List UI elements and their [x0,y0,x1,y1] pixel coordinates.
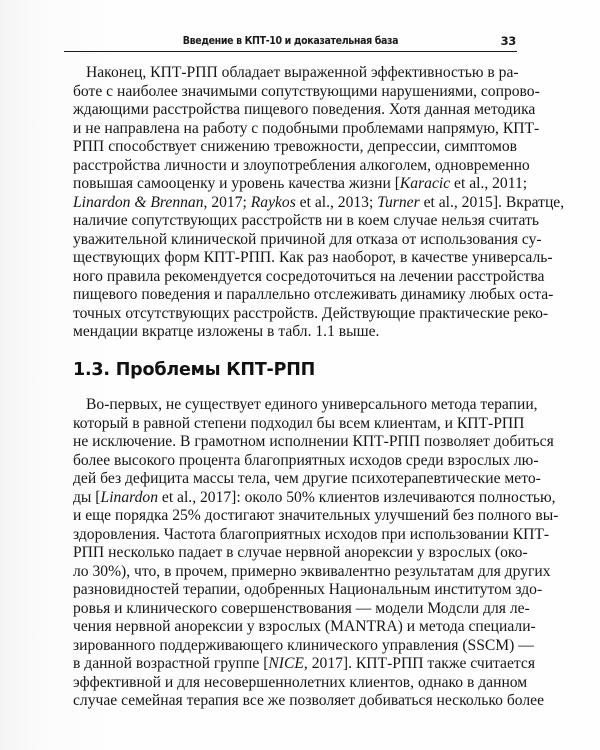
text-line: чения нервной анорексии у взрослых (MANTRA) и метода специали- [73,618,536,635]
text-line: точных отсутствующих расстройств. Действующие практические реко- [73,304,549,322]
running-header [64,34,517,52]
text-line: зированного поддерживающего клинического управления (SSCM) — [73,636,534,654]
citation-author: Karacic [399,175,451,192]
text-line: Linardon & Brennan, 2017; Raykos et al., 2013; Turner et al., 2015]. Вкратце, [73,193,565,211]
text-line: ждающими расстройства пищевого поведения. Хотя данная методика [73,101,536,118]
text-line: ществующих форм КПТ-РПП. Как раз наоборот, в качестве универсаль- [73,249,553,266]
citation-author: Linardon & Brennan [73,193,204,211]
text-line: повышая самооценку и уровень качества жизни [Karacic et al., 2011; [73,175,528,192]
text-line: Наконец, КПТ-РПП обладает выраженной эффективностью в ра- [86,64,519,81]
book-page [64,0,565,750]
citation-author: Linardon [100,488,158,506]
text-line: пищевого поведения и параллельно отслеживать динамику любых оста- [73,286,554,303]
text-line: здоровления. Частота благоприятных исходов при использовании КПТ- [73,525,550,543]
text-line: мендации вкратце изложены в табл. 1.1 выше. [73,323,380,340]
text-line: и не направлена на работу с подобными проблемами напрямую, КПТ- [73,119,540,137]
paragraph-cbt-ed-problems [73,396,559,711]
text-line: более высокого процента благоприятных исходов среди взрослых лю- [73,451,539,469]
text-line: наличие сопутствующих расстройств ни в коем случае нельзя считать [73,212,539,229]
citation-author: NICE [268,655,304,672]
page-number: 33 [500,34,516,48]
text-line: уважительной клинической причиной для отказа от использования су- [73,230,542,248]
text-line: эффективной и для несовершеннолетних клиентов, однако в данном [73,673,528,691]
text-line: ды [Linardon et al., 2017]: около 50% клиентов излечиваются полностью, [73,488,556,506]
section-heading: 1.3. Проблемы КПТ-РПП [73,360,316,380]
citation-author: Raykos [250,193,296,211]
text-line: расстройства личности и злоупотребления алкоголем, одновременно [73,156,530,174]
text-line: ло 30%), что, в прочем, примерно эквивалентно результатам для других [73,562,551,580]
text-line: не исключение. В грамотном исполнении КПТ-РПП позволяет добиться [73,433,554,450]
text-line: боте с наиболее значимыми сопутствующими нарушениями, сопрово- [73,82,540,100]
text-line: РПП способствует снижению тревожности, депрессии, симптомов [73,138,517,155]
text-line: в данной возрастной группе [NICE, 2017]. КПТ-РПП также считается [73,655,536,672]
text-line: случае семейная терапия все же позволяет добиваться несколько более [73,692,545,709]
text-line: РПП несколько падает в случае нервной анорексии у взрослых (око- [73,544,528,561]
text-line: который в равной степени подходил бы всем клиентам, и КПТ-РПП [73,414,525,432]
text-line: ровья и клинического совершенствования — модели Модсли для ле- [73,599,530,617]
running-title: Введение в КПТ-10 и доказательная база [182,35,399,47]
text-line: Во-первых, не существует единого универсального метода терапии, [86,396,538,413]
text-line: дей без дефицита массы тела, чем другие психотерапевтические мето- [73,470,541,487]
text-line: и еще порядка 25% достигают значительных улучшений без полного вы- [73,507,559,524]
text-line: разновидностей терапии, одобренных Национальным институтом здо- [73,581,543,598]
paragraph-comorbidity-effectiveness [73,64,565,342]
citation-author: Turner [377,193,420,211]
text-line: ного правила рекомендуется сосредоточиться на лечении расстройства [73,267,545,285]
